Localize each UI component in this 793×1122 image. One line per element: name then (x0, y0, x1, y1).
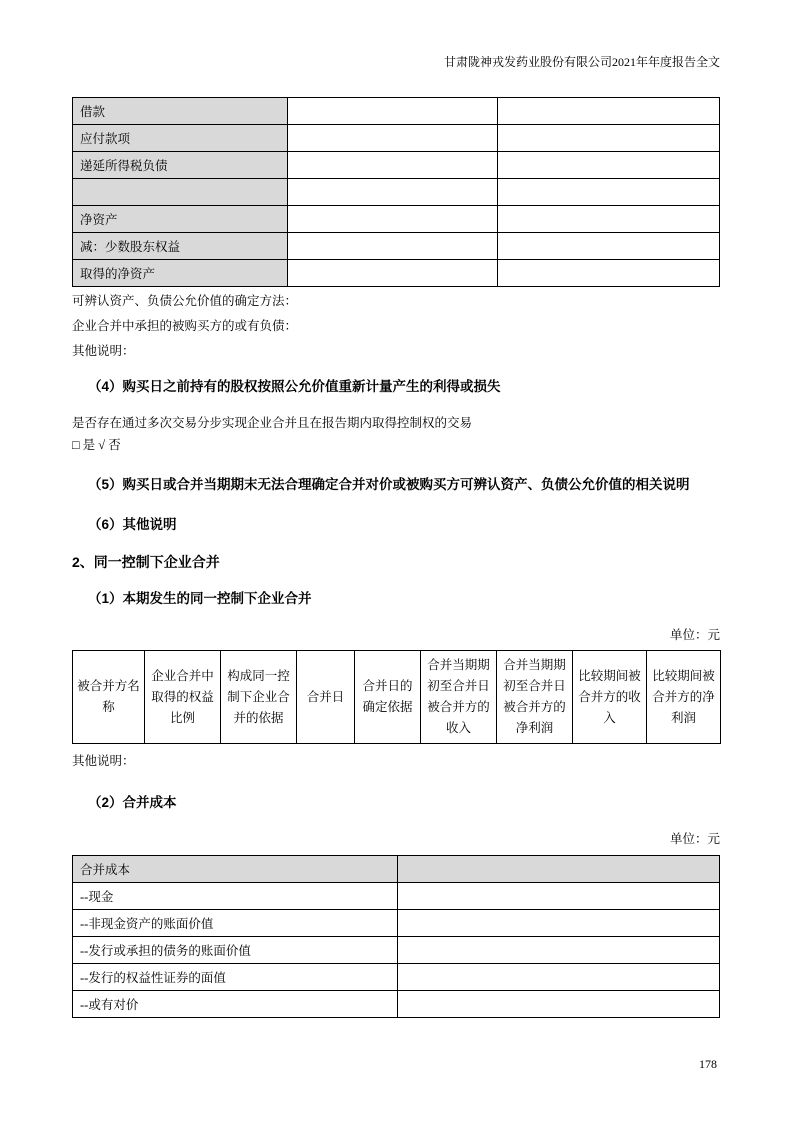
table-row (73, 152, 720, 179)
column-header: 合并当期期初至合并日被合并方的收入 (421, 651, 497, 744)
column-header: 合并当期期初至合并日被合并方的净利润 (497, 651, 573, 744)
table-row (73, 260, 720, 287)
value-cell (398, 991, 720, 1018)
same-control-merger-table (72, 650, 721, 744)
merge-cost-table (72, 855, 720, 1018)
heading-current-period-merger: （1）本期发生的同一控制下企业合并 (88, 591, 312, 606)
value-cell (498, 179, 720, 206)
header-row (73, 651, 721, 744)
value-cell (498, 152, 720, 179)
row-label: 取得的净资产 (73, 260, 288, 287)
table-row (73, 206, 720, 233)
table-row (73, 910, 720, 937)
row-label: 应付款项 (73, 125, 288, 152)
column-header: 比较期间被合并方的收入 (573, 651, 647, 744)
table-row (73, 883, 720, 910)
note-fair-value-method: 可辨认资产、负债公允价值的确定方法： (72, 294, 298, 308)
column-header: 比较期间被合并方的净利润 (647, 651, 721, 744)
column-header: 构成同一控制下企业合并的依据 (221, 651, 297, 744)
value-cell (498, 233, 720, 260)
merge-cost-header: 合并成本 (73, 856, 398, 883)
row-label (73, 179, 288, 206)
value-cell (498, 260, 720, 287)
table-row (73, 125, 720, 152)
heading-section-6: （6）其他说明 (88, 517, 177, 532)
multi-step-question: 是否存在通过多次交易分步实现企业合并且在报告期内取得控制权的交易 (72, 416, 473, 430)
page-number: 178 (699, 1057, 717, 1071)
value-cell (398, 883, 720, 910)
column-header: 企业合并中取得的权益比例 (145, 651, 221, 744)
value-cell (398, 856, 720, 883)
value-cell (398, 964, 720, 991)
heading-same-control-merger: 2、同一控制下企业合并 (72, 554, 220, 570)
header-row (73, 856, 720, 883)
value-cell (288, 206, 498, 233)
notes-block (72, 289, 720, 364)
value-cell (498, 98, 720, 125)
row-label: 递延所得税负债 (73, 152, 288, 179)
value-cell (398, 937, 720, 964)
row-label: --发行的权益性证券的面值 (73, 964, 398, 991)
value-cell (288, 233, 498, 260)
table-row (73, 937, 720, 964)
value-cell (398, 910, 720, 937)
value-cell (288, 98, 498, 125)
unit-label: 单位：元 (669, 628, 720, 642)
acquisition-values-table (72, 97, 720, 287)
row-label: --非现金资产的账面价值 (73, 910, 398, 937)
document-header: 甘肃陇神戎发药业股份有限公司2021年年度报告全文 (443, 55, 720, 69)
note-other: 其他说明： (72, 344, 135, 358)
row-label: --发行或承担的债务的账面价值 (73, 937, 398, 964)
value-cell (288, 152, 498, 179)
column-header: 被合并方名称 (73, 651, 145, 744)
table-row (73, 179, 720, 206)
heading-section-5: （5）购买日或合并当期期末无法合理确定合并对价或被购买方可辨认资产、负债公允价值的相关说明 (88, 477, 690, 492)
column-header: 合并日 (297, 651, 355, 744)
note-contingent-liabilities: 企业合并中承担的被购买方的或有负债： (72, 319, 298, 333)
heading-section-4: （4）购买日之前持有的股权按照公允价值重新计量产生的利得或损失 (88, 379, 501, 394)
row-label: 减：少数股东权益 (73, 233, 288, 260)
value-cell (288, 179, 498, 206)
yes-no-checkboxes: □ 是 √ 否 (72, 438, 121, 452)
table-row (73, 98, 720, 125)
row-label: --或有对价 (73, 991, 398, 1018)
heading-merge-cost: （2）合并成本 (88, 795, 177, 810)
note-other-2: 其他说明： (72, 754, 135, 768)
row-label: 借款 (73, 98, 288, 125)
row-label: --现金 (73, 883, 398, 910)
table-row (73, 991, 720, 1018)
table-row (73, 964, 720, 991)
unit-label: 单位：元 (669, 832, 720, 846)
value-cell (498, 125, 720, 152)
value-cell (288, 125, 498, 152)
table-row (73, 233, 720, 260)
column-header: 合并日的确定依据 (355, 651, 421, 744)
row-label: 净资产 (73, 206, 288, 233)
value-cell (288, 260, 498, 287)
value-cell (498, 206, 720, 233)
